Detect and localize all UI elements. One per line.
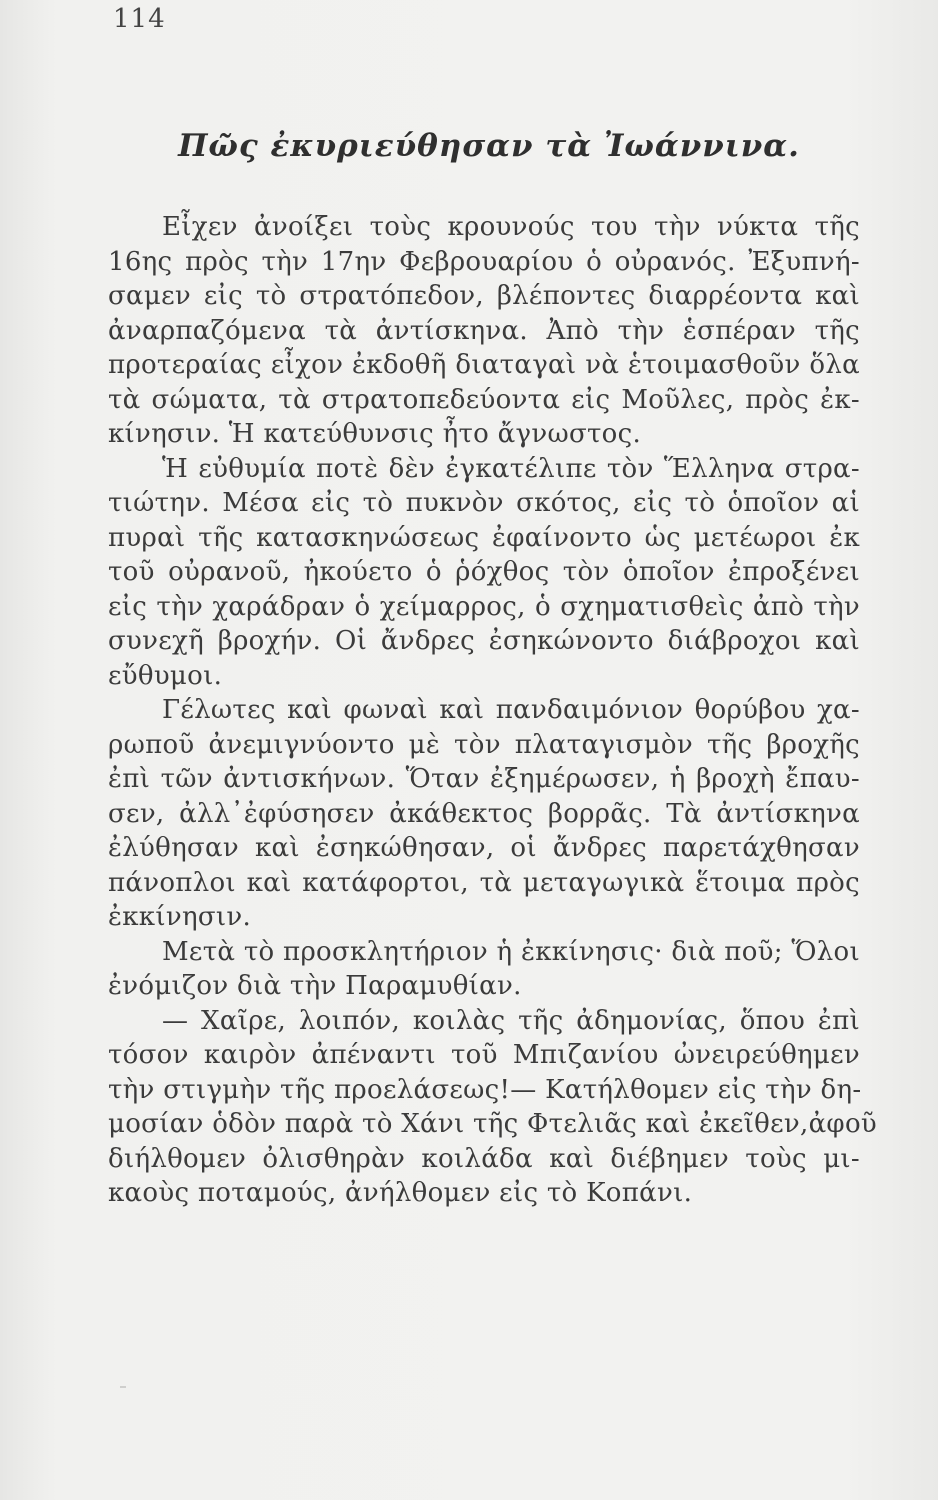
text-line: διήλθομεν ὀλισθηρὰν κοιλάδα καὶ διέβημεν τοὺς μι- bbox=[108, 1143, 860, 1174]
text-line: ἐνόμιζον διὰ τὴν Παραμυθίαν. bbox=[108, 971, 522, 1001]
text-line: τὴν στιγμὴν τῆς προελάσεως!— Κατήλθομεν εἰς τὴν δη- bbox=[108, 1074, 862, 1105]
text-line: κίνησιν. Ἡ κατεύθυνσις ἦτο ἄγνωστος. bbox=[108, 419, 642, 449]
text-line: προτεραίας εἶχον ἐκδοθῆ διαταγαὶ νὰ ἑτοιμασθοῦν ὅλα bbox=[108, 350, 860, 380]
text-line: τοῦ οὐρανοῦ, ἠκούετο ὁ ῥόχθος τὸν ὁποῖον ἐπροξένει bbox=[108, 557, 860, 587]
text-line: Μετὰ τὸ προσκλητήριον ἡ ἐκκίνησις· διὰ ποῦ; Ὅλοι bbox=[162, 936, 860, 967]
text-line: πυραὶ τῆς κατασκηνώσεως ἐφαίνοντο ὡς μετέωροι ἐκ bbox=[108, 522, 860, 553]
text-line: τόσον καιρὸν ἀπέναντι τοῦ Μπιζανίου ὠνειρεύθημεν bbox=[108, 1040, 860, 1070]
text-line: ἀναρπαζόμενα τὰ ἀντίσκηνα. Ἀπὸ τὴν ἑσπέραν τῆς bbox=[108, 315, 860, 346]
text-line: 16ης πρὸς τὴν 17ην Φεβρουαρίου ὁ οὐρανός. Ἐξυπνή- bbox=[108, 246, 860, 277]
text-line: συνεχῆ βροχήν. Οἱ ἄνδρες ἐσηκώνοντο διάβροχοι καὶ bbox=[108, 626, 860, 656]
text-line: ρωποῦ ἀνεμιγνύοντο μὲ τὸν πλαταγισμὸν τῆς βροχῆς bbox=[108, 729, 860, 760]
body-text bbox=[108, 210, 877, 1211]
text-line: Γέλωτες καὶ φωναὶ καὶ πανδαιμόνιον θορύβου χα- bbox=[162, 695, 860, 725]
text-line: πάνοπλοι καὶ κατάφορτοι, τὰ μεταγωγικὰ ἕτοιμα πρὸς bbox=[108, 867, 860, 898]
text-line: εὔθυμοι. bbox=[108, 660, 223, 691]
text-line: μοσίαν ὁδὸν παρὰ τὸ Χάνι τῆς Φτελιᾶς καὶ ἐκεῖθεν,ἀφοῦ bbox=[108, 1109, 877, 1139]
text-line: Εἶχεν ἀνοίξει τοὺς κρουνούς του τὴν νύκτα τῆς bbox=[162, 212, 860, 242]
chapter-title: Πῶς ἐκυριεύθησαν τὰ Ἰωάννινα. bbox=[178, 128, 800, 164]
text-line: ἐπὶ τῶν ἀντισκήνων. Ὅταν ἐξημέρωσεν, ἡ βροχὴ ἔπαυ- bbox=[108, 764, 860, 794]
text-line: ἐλύθησαν καὶ ἐσηκώθησαν, οἱ ἄνδρες παρετάχθησαν bbox=[108, 833, 860, 863]
text-line: σαμεν εἰς τὸ στρατόπεδον, βλέποντες διαρρέοντα καὶ bbox=[108, 281, 860, 311]
print-speck bbox=[120, 1386, 126, 1388]
text-line: ἐκκίνησιν. bbox=[108, 902, 252, 932]
text-line: εἰς τὴν χαράδραν ὁ χείμαρρος, ὁ σχηματισθεὶς ἀπὸ τὴν bbox=[108, 591, 860, 622]
text-line: σεν, ἀλλ᾽ἐφύσησεν ἀκάθεκτος βορρᾶς. Τὰ ἀντίσκηνα bbox=[108, 798, 860, 829]
text-line: Ἡ εὐθυμία ποτὲ δὲν ἐγκατέλιπε τὸν Ἕλληνα στρα- bbox=[162, 453, 860, 484]
text-line: καοὺς ποταμούς, ἀνήλθομεν εἰς τὸ Κοπάνι. bbox=[108, 1178, 693, 1208]
text-line: — Χαῖρε, λοιπόν, κοιλὰς τῆς ἀδημονίας, ὅπου ἐπὶ bbox=[162, 1005, 860, 1036]
page-number: 114 bbox=[113, 4, 166, 34]
text-line: τιώτην. Μέσα εἰς τὸ πυκνὸν σκότος, εἰς τὸ ὁποῖον αἱ bbox=[108, 488, 860, 518]
text-line: τὰ σώματα, τὰ στρατοπεδεύοντα εἰς Μοῦλες, πρὸς ἐκ- bbox=[108, 384, 860, 415]
